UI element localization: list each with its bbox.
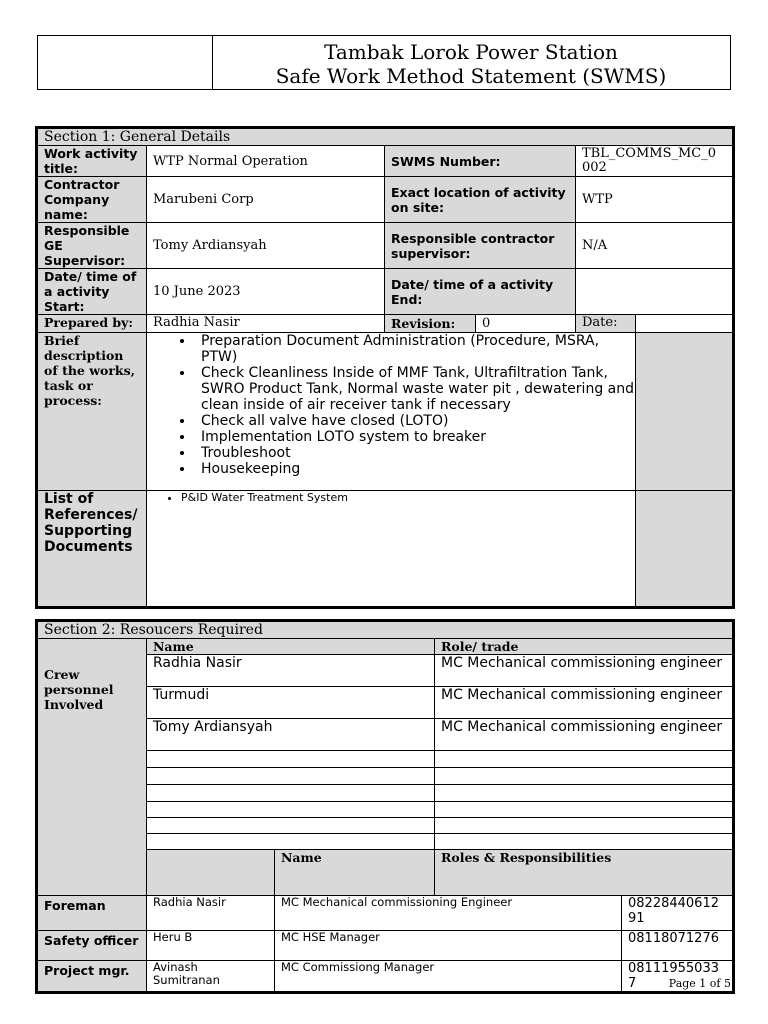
table-row (38, 896, 733, 931)
foreman-name: Radhia Nasir (147, 896, 275, 931)
crew-label: Crew personnel Involved (38, 639, 147, 896)
brief-label: Brief description of the works, task or process: (38, 333, 147, 491)
ge-supervisor-value: Tomy Ardiansyah (147, 223, 385, 269)
roles-resp-header: Roles & Responsibilities (435, 850, 733, 896)
brief-item: • Check all valve have closed (LOTO) (195, 413, 635, 429)
brief-list (147, 333, 635, 477)
brief-item: • Housekeeping (195, 461, 635, 477)
page-number: Page 1 of 5 (668, 977, 731, 990)
document-title: Tambak Lorok Power Station (324, 40, 618, 64)
brief-side-cell (636, 333, 733, 491)
references-label: List of References/ Supporting Documents (38, 491, 147, 607)
brief-item: • Preparation Document Administration (Procedure, MSRA, PTW) (195, 333, 635, 365)
contractor-supervisor-label: Responsible contractor supervisor: (385, 223, 576, 269)
brief-item: • Check Cleanliness Inside of MMF Tank, Ultrafiltration Tank, SWRO Product Tank, Normal waste water pit , dewatering and clean inside of air receiver tank if necessary (195, 365, 635, 413)
section1-heading: Section 1: General Details (38, 129, 733, 146)
prepared-by-label: Prepared by: (38, 315, 147, 333)
project-manager-tel: 08111955033 7 (622, 961, 733, 992)
date-label: Date: (576, 315, 636, 333)
date-value (636, 315, 733, 333)
crew-role: MC Mechanical commissioning engineer (435, 655, 733, 687)
crew-role: MC Mechanical commissioning engineer (435, 719, 733, 751)
brief-cell (147, 333, 636, 491)
references-list (147, 491, 635, 504)
references-cell (147, 491, 636, 607)
revision-label: Revision: (385, 315, 476, 332)
swms-number-value: TBL_COMMS_MC_0 002 (576, 146, 733, 177)
foreman-label: Foreman (38, 896, 147, 931)
foreman-tel: 08228440612 91 (622, 896, 733, 931)
safety-officer-label: Safety officer (38, 931, 147, 961)
contractor-label: Contractor Company name: (38, 177, 147, 223)
safety-officer-role: MC HSE Manager (275, 931, 622, 961)
start-value: 10 June 2023 (147, 269, 385, 315)
logo-cell (38, 36, 213, 89)
section2-table (37, 621, 733, 992)
project-manager-role: MC Commissiong Manager (275, 961, 622, 992)
ge-supervisor-label: Responsible GE Supervisor: (38, 223, 147, 269)
contractor-value: Marubeni Corp (147, 177, 385, 223)
end-label: Date/ time of a activity End: (385, 269, 576, 315)
project-manager-name: Avinash Sumitranan (147, 961, 275, 992)
work-activity-value: WTP Normal Operation (147, 146, 385, 177)
location-label: Exact location of activity on site: (385, 177, 576, 223)
safety-officer-tel: 08118071276 (622, 931, 733, 961)
crew-name: Radhia Nasir (147, 655, 435, 687)
prepared-revision-row (147, 315, 384, 332)
location-value: WTP (576, 177, 733, 223)
references-side-cell (636, 491, 733, 607)
table-row (38, 961, 733, 992)
section2-heading: Section 2: Resoucers Required (38, 622, 733, 639)
crew-role-header: Role/ trade (435, 639, 733, 655)
foreman-role: MC Mechanical commissioning Engineer (275, 896, 622, 931)
safety-officer-name: Heru B (147, 931, 275, 961)
reference-item: • P&ID Water Treatment System (181, 491, 635, 504)
start-label: Date/ time of a activity Start: (38, 269, 147, 315)
prepared-by-value: Radhia Nasir (153, 315, 240, 330)
work-activity-label: Work activity title: (38, 146, 147, 177)
brief-item: • Implementation LOTO system to breaker (195, 429, 635, 445)
document-header (37, 35, 731, 90)
table-row (38, 931, 733, 961)
crew-name: Tomy Ardiansyah (147, 719, 435, 751)
project-manager-label: Project mgr. (38, 961, 147, 992)
contractor-supervisor-value: N/A (576, 223, 733, 269)
document-subtitle: Safe Work Method Statement (SWMS) (275, 64, 667, 88)
end-value (576, 269, 733, 315)
crew-name-header: Name (147, 639, 435, 655)
crew-role: MC Mechanical commissioning engineer (435, 687, 733, 719)
crew-name: Turmudi (147, 687, 435, 719)
revision-value: 0 (482, 316, 491, 331)
brief-item: • Troubleshoot (195, 445, 635, 461)
section1-table (37, 128, 733, 607)
swms-number-label: SWMS Number: (385, 146, 576, 177)
contact-name-header: Name (275, 850, 435, 896)
